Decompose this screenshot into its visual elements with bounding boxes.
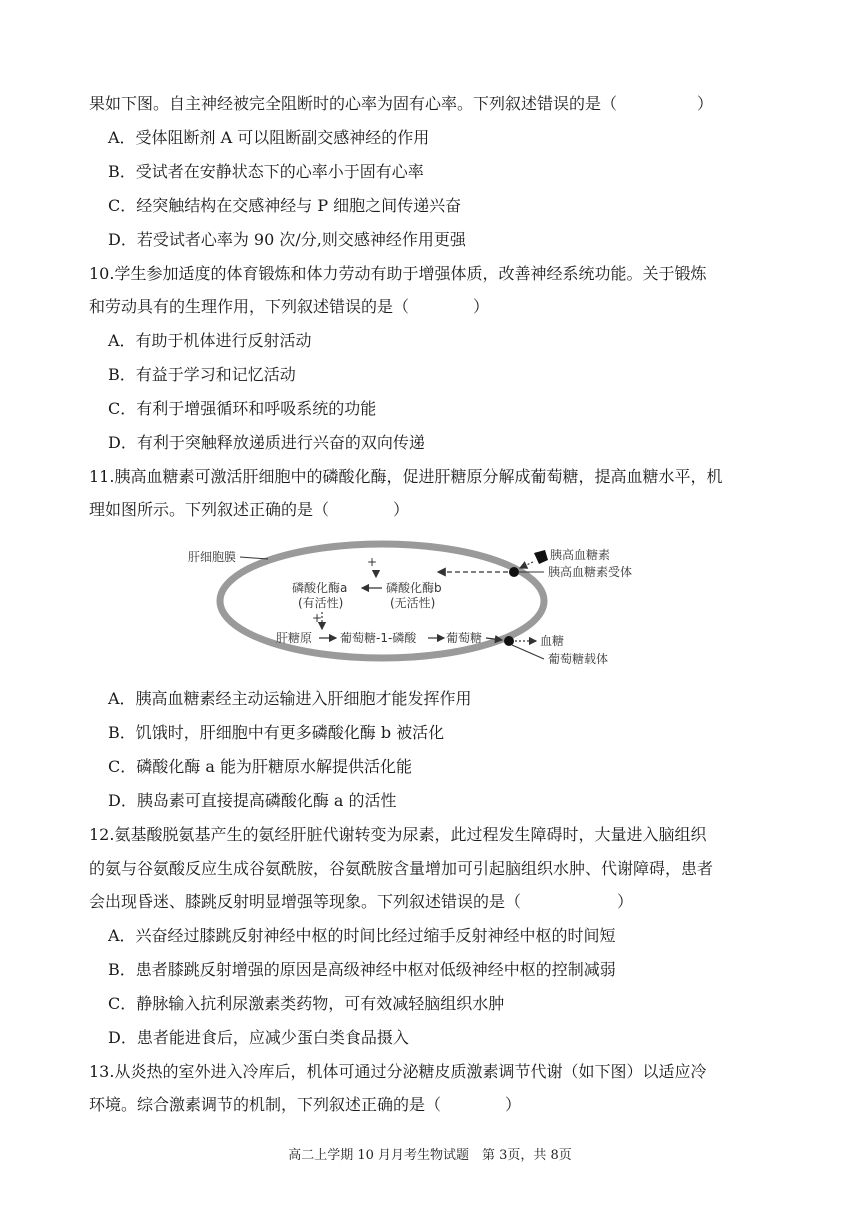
q12-option-b: B．患者膝跳反射增强的原因是高级神经中枢对低级神经中枢的控制减弱 (108, 960, 616, 979)
q12-option-a: A．兴奋经过膝跳反射神经中枢的时间比经过缩手反射神经中枢的时间短 (108, 926, 616, 945)
page-footer: 高二上学期 10 月月考生物试题 第 3页，共 8页 (288, 1148, 572, 1163)
label-enzyme-b: 磷酸化酶b (386, 581, 442, 595)
plus-sign-1: + (367, 555, 378, 569)
q12-stem-line3: 会出现昏迷、膝跳反射明显增强等现象。下列叙述错误的是（ ） (89, 892, 634, 911)
label-membrane: 肝细胞膜 (188, 550, 237, 564)
q10-option-b: B．有益于学习和记忆活动 (108, 365, 296, 384)
q11-option-c: C．磷酸化酶 a 能为肝糖原水解提供活化能 (108, 757, 412, 776)
liver-cell-diagram (176, 535, 776, 670)
q9-option-c: C．经突触结构在交感神经与 P 细胞之间传递兴奋 (108, 196, 462, 215)
label-carrier: 葡萄糖载体 (548, 652, 609, 666)
q10-option-d: D．有利于突触释放递质进行兴奋的双向传递 (108, 433, 425, 452)
q11-option-b: B．饥饿时，肝细胞中有更多磷酸化酶 b 被活化 (108, 723, 445, 742)
label-blood-sugar: 血糖 (540, 634, 565, 648)
label-enzyme-a: 磷酸化酶a (292, 581, 348, 595)
q10-option-a: A．有助于机体进行反射活动 (108, 331, 312, 350)
label-g1p: 葡萄糖-1-磷酸 (340, 631, 417, 645)
q11-stem-line1: 11.胰高血糖素可激活肝细胞中的磷酸化酶，促进肝糖原分解成葡萄糖，提高血糖水平，机 (89, 467, 723, 486)
q9-stem: 果如下图。自主神经被完全阻断时的心率为固有心率。下列叙述错误的是（ ） (89, 94, 714, 113)
plus-sign-2: + (312, 611, 323, 625)
q9-option-a: A．受体阻断剂 A 可以阻断副交感神经的作用 (108, 128, 430, 147)
label-glucose: 葡萄糖 (446, 631, 483, 645)
q11-option-d: D．胰岛素可直接提高磷酸化酶 a 的活性 (108, 791, 397, 810)
q9-option-b: B．受试者在安静状态下的心率小于固有心率 (108, 162, 424, 181)
glucagon-receptor-icon (509, 567, 519, 577)
label-enzyme-a-note: (有活性) (298, 596, 344, 610)
q9-option-d: D．若受试者心率为 90 次/分,则交感神经作用更强 (108, 230, 466, 249)
q13-stem-line2: 环境。综合激素调节的机制，下列叙述正确的是（ ） (89, 1095, 522, 1114)
q12-option-c: C．静脉输入抗利尿激素类药物，可有效减轻脑组织水肿 (108, 994, 505, 1013)
glucagon-icon (534, 550, 548, 564)
q12-stem-line2: 的氨与谷氨酸反应生成谷氨酰胺，谷氨酰胺含量增加可引起脑组织水肿、代谢障碍，患者 (89, 859, 714, 878)
label-enzyme-b-note: (无活性) (390, 596, 436, 610)
glucose-carrier-icon (504, 636, 514, 646)
q13-stem-line1: 13.从炎热的室外进入冷库后，机体可通过分泌糖皮质激素调节代谢（如下图）以适应冷 (89, 1062, 707, 1081)
label-glycogen: 肝糖原 (276, 631, 313, 645)
q10-option-c: C．有利于增强循环和呼吸系统的功能 (108, 399, 377, 418)
label-receptor: 胰高血糖素受体 (548, 565, 633, 579)
q10-stem-line1: 10.学生参加适度的体育锻炼和体力劳动有助于增强体质，改善神经系统功能。关于锻炼 (89, 264, 707, 283)
q11-option-a: A．胰高血糖素经主动运输进入肝细胞才能发挥作用 (108, 689, 472, 708)
q12-option-d: D．患者能进食后，应减少蛋白类食品摄入 (108, 1028, 409, 1047)
q12-stem-line1: 12.氨基酸脱氨基产生的氨经肝脏代谢转变为尿素，此过程发生障碍时，大量进入脑组织 (89, 825, 707, 844)
label-glucagon: 胰高血糖素 (550, 548, 611, 562)
q10-stem-line2: 和劳动具有的生理作用，下列叙述错误的是（ ） (89, 297, 490, 316)
q11-stem-line2: 理如图所示。下列叙述正确的是（ ） (89, 500, 410, 519)
